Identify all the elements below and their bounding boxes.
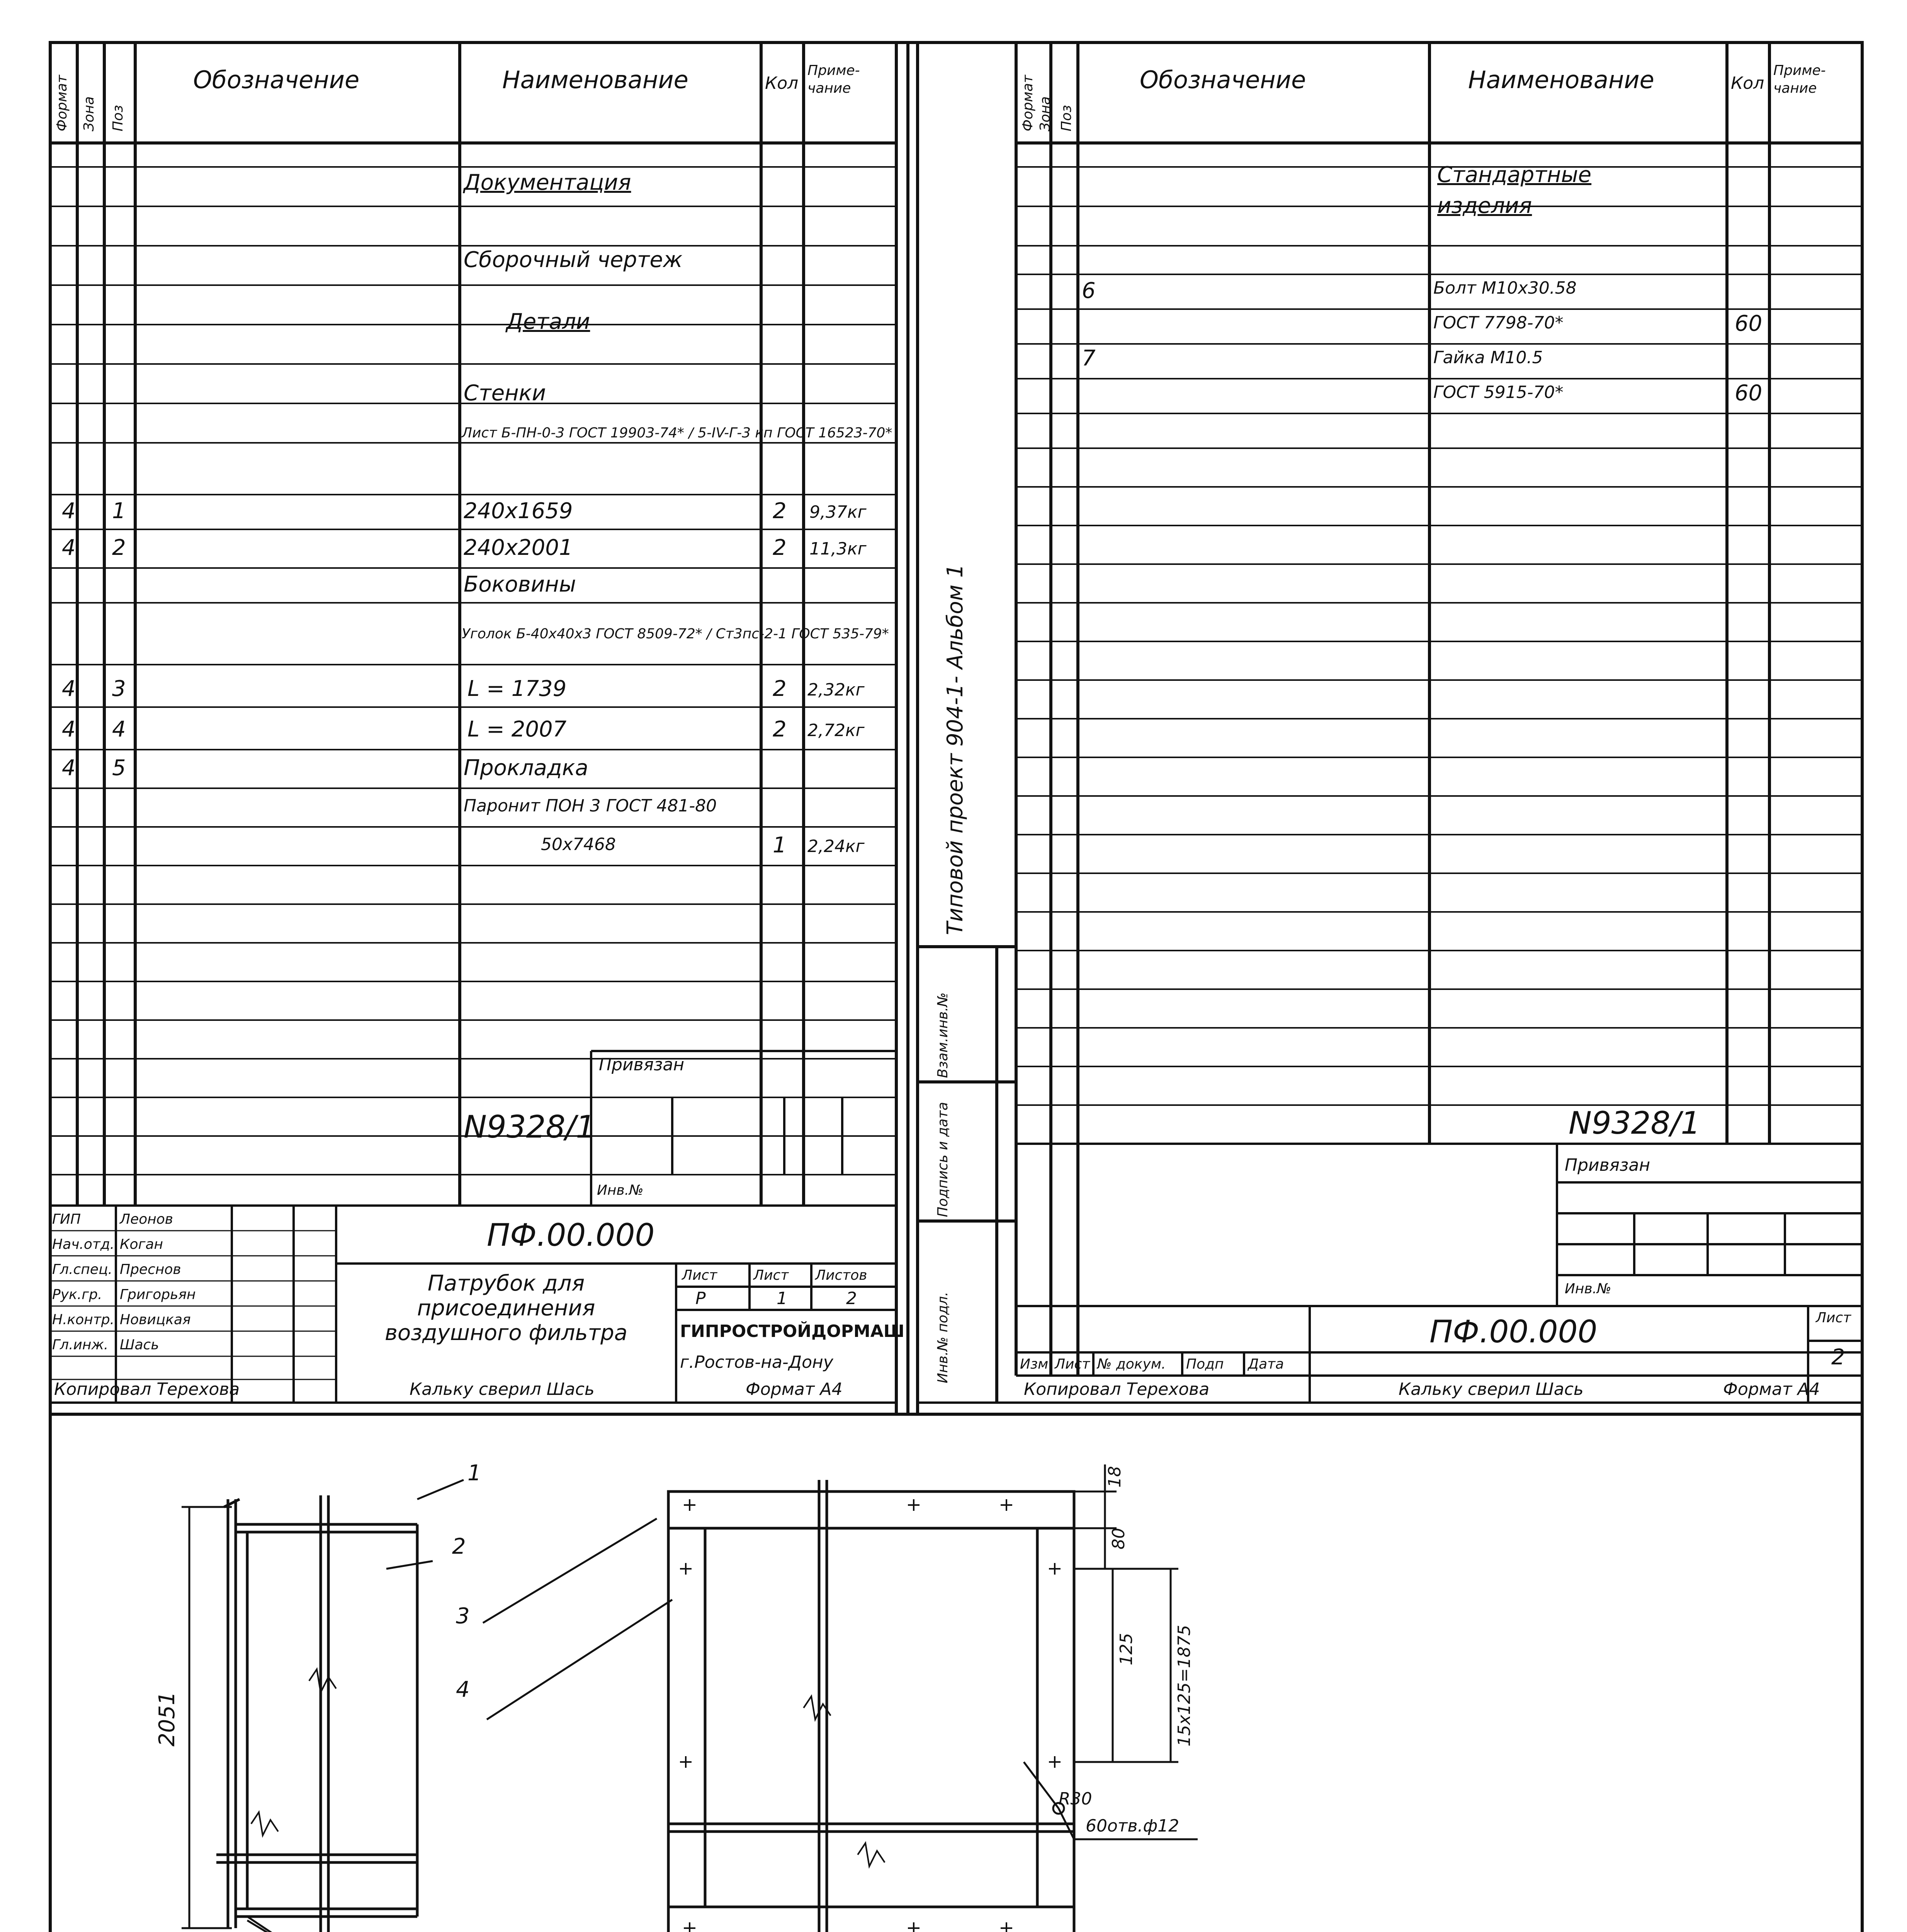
signer: Коган	[120, 1236, 163, 1252]
list-item: L = 1739	[467, 676, 567, 701]
left-sheets: 2	[846, 1289, 857, 1308]
list-item: 2	[773, 498, 787, 524]
dim-80: 80	[1109, 1528, 1129, 1549]
side-stamp: Инв.№ подл.	[935, 1292, 951, 1383]
left-code: ПФ.00.000	[487, 1217, 655, 1253]
callout: 3	[456, 1604, 470, 1629]
list-item: 7	[1082, 346, 1096, 371]
list-item: 4	[112, 717, 126, 742]
list-item: Лист Б-ПН-0-3 ГОСТ 19903-74* / 5-IV-Г-3 кп ГОСТ 16523-70*	[462, 425, 892, 441]
list-item: ГОСТ 7798-70*	[1433, 313, 1564, 333]
list-item: 2	[112, 535, 126, 560]
right-sheet: 2	[1831, 1345, 1845, 1370]
list-item: 240х1659	[464, 498, 573, 524]
signer: Шась	[120, 1337, 159, 1353]
list-item: Уголок Б-40х40х3 ГОСТ 8509-72* / Ст3пс-2-1 ГОСТ 535-79*	[462, 626, 889, 642]
left-lit-h: Лист	[682, 1267, 717, 1283]
role: Нач.отд.	[52, 1236, 115, 1252]
right-drawing-number: N9328/1	[1569, 1105, 1701, 1141]
right-inv: Инв.№	[1565, 1281, 1611, 1297]
rev-col: Дата	[1248, 1356, 1284, 1372]
list-item: 4	[62, 676, 76, 701]
left-sheet-h: Лист	[753, 1267, 789, 1283]
header-format: Формат	[54, 75, 70, 131]
list-item: 2	[773, 676, 787, 701]
list-item: изделия	[1437, 193, 1532, 218]
list-item: Прокладка	[464, 755, 588, 781]
list-item: 6	[1082, 278, 1096, 303]
list-item: 5	[112, 755, 126, 781]
list-item: Детали	[506, 309, 590, 334]
list-item: L = 2007	[467, 717, 567, 742]
list-item: ГОСТ 5915-70*	[1433, 383, 1564, 402]
right-format: Формат А4	[1723, 1379, 1820, 1399]
list-item: Стенки	[464, 381, 546, 406]
dim-125-vert: 125	[1117, 1633, 1136, 1665]
list-item: Стандартные	[1437, 162, 1592, 187]
left-org: ГИПРОСТРОЙДОРМАШ	[680, 1321, 905, 1341]
right-checked: Кальку сверил Шась	[1399, 1379, 1584, 1399]
callout: 2	[452, 1534, 466, 1559]
dim-radius: R30	[1059, 1789, 1092, 1809]
list-item: 4	[62, 755, 76, 781]
role: ГИП	[52, 1211, 81, 1227]
callout: 1	[467, 1461, 481, 1486]
side-stamp: Взам.инв.№	[935, 992, 951, 1078]
album-label: Типовой проект 904-1- Альбом 1	[943, 564, 968, 935]
left-sheets-h: Листов	[815, 1267, 867, 1283]
list-item: 9,37кг	[809, 502, 867, 522]
right-sheet-h: Лист	[1816, 1310, 1851, 1326]
rev-col: Изм	[1020, 1356, 1049, 1372]
header-name-r: Наименование	[1468, 66, 1654, 94]
rev-col: № докум.	[1097, 1356, 1166, 1372]
list-item: 2	[773, 717, 787, 742]
dim-18-top: 18	[1105, 1466, 1125, 1488]
left-privyazan: Привязан	[599, 1055, 685, 1075]
dim-height: 2051	[155, 1691, 180, 1747]
rev-col: Лист	[1055, 1356, 1090, 1372]
side-stamp: Подпись и дата	[935, 1102, 951, 1217]
left-title: Патрубок для присоединения воздушного фильтра	[384, 1271, 628, 1345]
left-format: Формат А4	[746, 1379, 843, 1399]
header-pos-r: Поз	[1059, 105, 1074, 131]
right-code: ПФ.00.000	[1429, 1314, 1598, 1350]
list-item: 50х7468	[541, 835, 616, 854]
signer: Преснов	[120, 1262, 181, 1277]
right-copied: Копировал Терехова	[1024, 1379, 1210, 1399]
signer: Новицкая	[120, 1312, 191, 1328]
list-item: 2,24кг	[807, 837, 865, 856]
list-item: 11,3кг	[809, 539, 867, 559]
left-lit: Р	[695, 1289, 706, 1308]
header-qty-r: Кол	[1731, 73, 1764, 93]
list-item: 4	[62, 498, 76, 524]
list-item: Сборочный чертеж	[464, 247, 683, 272]
list-item: 60	[1735, 381, 1763, 406]
signer: Леонов	[120, 1211, 173, 1227]
list-item: 2	[773, 535, 787, 560]
left-city: г.Ростов-на-Дону	[680, 1352, 833, 1372]
list-item: Гайка М10.5	[1433, 348, 1543, 367]
list-item: 2,32кг	[807, 680, 865, 700]
callout: 4	[456, 1677, 470, 1702]
header-format-r: Формат	[1020, 75, 1036, 131]
rev-col: Подп	[1186, 1356, 1224, 1372]
header-name: Наименование	[502, 66, 688, 94]
list-item: 60	[1735, 311, 1763, 336]
list-item: 1	[773, 833, 787, 858]
signer: Григорьян	[120, 1287, 196, 1303]
list-item: 3	[112, 676, 126, 701]
header-note: Приме-чание	[807, 63, 860, 96]
header-designation: Обозначение	[193, 66, 360, 94]
list-item: Боковины	[464, 572, 576, 597]
list-item: Документация	[464, 170, 631, 195]
left-copied: Копировал Терехова	[54, 1379, 240, 1399]
role: Рук.гр.	[52, 1287, 102, 1303]
dim-15x125: 15х125=1875	[1174, 1625, 1194, 1747]
left-drawing-number: N9328/1	[464, 1109, 596, 1145]
role: Гл.спец.	[52, 1262, 112, 1277]
role: Н.контр.	[52, 1312, 115, 1328]
header-qty: Кол	[765, 73, 799, 93]
list-item: 4	[62, 717, 76, 742]
dim-holes: 60отв.ф12	[1086, 1816, 1180, 1836]
left-checked: Кальку сверил Шась	[410, 1379, 595, 1399]
right-privyazan: Привязан	[1565, 1155, 1650, 1175]
header-note-r: Приме-чание	[1773, 63, 1826, 96]
role: Гл.инж.	[52, 1337, 109, 1353]
list-item: Болт М10х30.58	[1433, 278, 1577, 298]
list-item: Паронит ПОН 3 ГОСТ 481-80	[464, 796, 717, 816]
list-item: 240х2001	[464, 535, 573, 560]
header-zone: Зона	[81, 96, 97, 131]
left-sheet: 1	[777, 1289, 787, 1308]
header-zone-r: Зона	[1037, 96, 1053, 131]
left-inv: Инв.№	[597, 1182, 644, 1198]
header-pos: Поз	[110, 105, 126, 131]
list-item: 2,72кг	[807, 721, 865, 740]
list-item: 4	[62, 535, 76, 560]
list-item: 1	[112, 498, 126, 524]
header-designation-r: Обозначение	[1140, 66, 1306, 94]
